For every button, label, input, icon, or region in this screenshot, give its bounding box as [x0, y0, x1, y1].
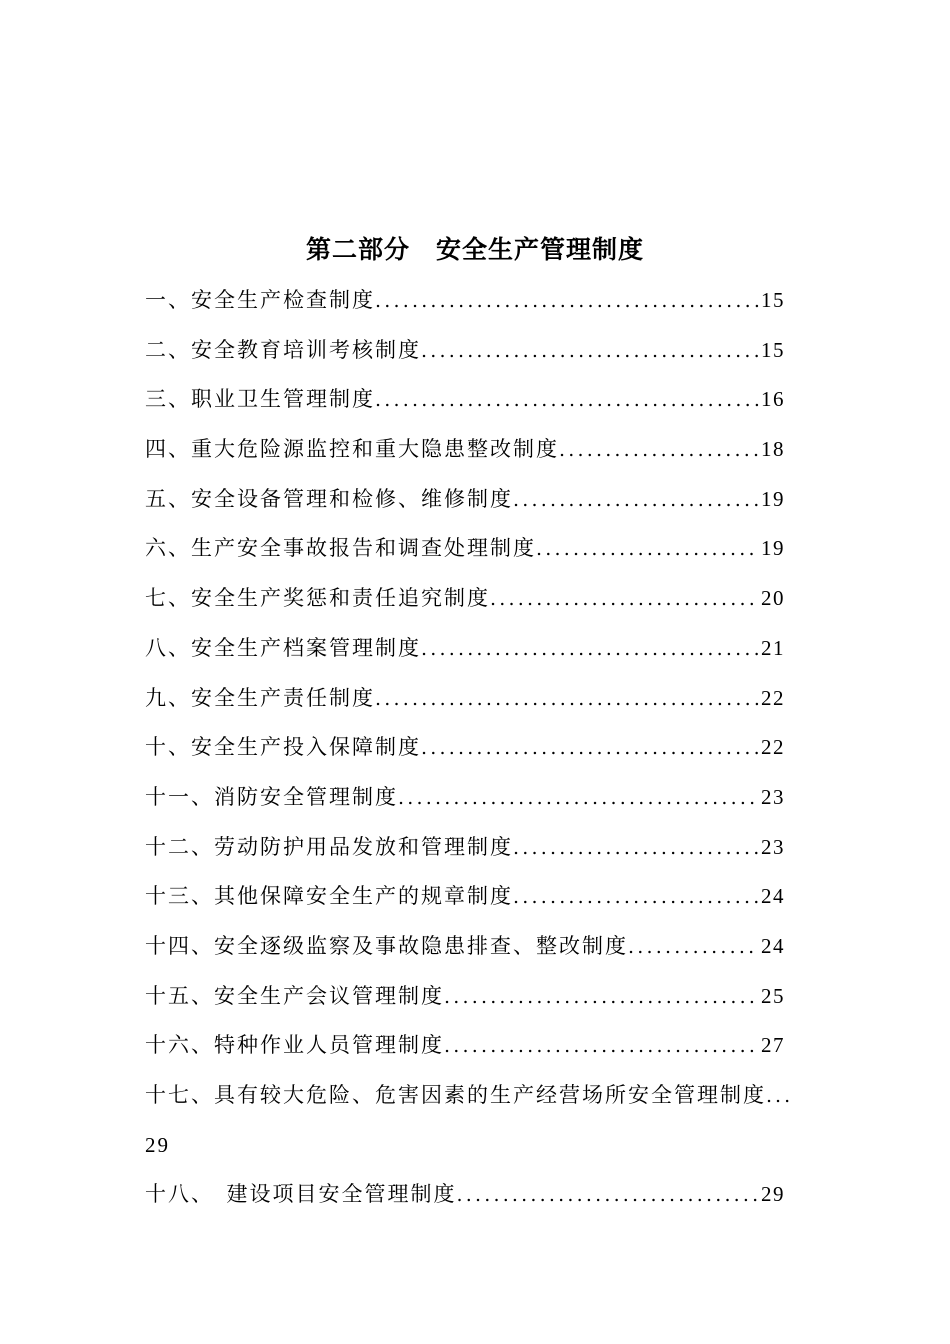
toc-entry-label: 九、安全生产责任制度	[145, 685, 375, 710]
toc-dot-leader	[444, 979, 759, 1015]
toc-dot-leader	[444, 1028, 759, 1064]
toc-dot-leader	[375, 681, 759, 717]
toc-entry[interactable]	[145, 630, 785, 680]
toc-entry-label: 七、安全生产奖惩和责任追究制度	[145, 586, 490, 611]
toc-entry-label: 十五、安全生产会议管理制度	[145, 983, 444, 1008]
toc-entry-page: 15	[761, 337, 785, 362]
toc-entry[interactable]	[145, 580, 785, 630]
toc-entry-page: 29	[761, 1182, 785, 1207]
toc-dot-leader	[421, 730, 759, 766]
toc-dot-leader	[513, 482, 759, 518]
toc-dot-leader	[375, 382, 759, 418]
toc-entry-label: 十一、消防安全管理制度	[145, 784, 398, 809]
toc-entry[interactable]	[145, 1027, 785, 1077]
toc-entry-label: 十七、具有较大危险、危害因素的生产经营场所安全管理制度	[145, 1083, 766, 1107]
toc-dot-leader	[559, 432, 759, 468]
toc-entry-page: 19	[761, 486, 785, 511]
toc-dot-leader	[421, 333, 759, 369]
toc-dot-leader	[513, 879, 759, 915]
toc-entry-label: 十八、 建设项目安全管理制度	[145, 1182, 457, 1207]
toc-entry-page: 25	[761, 983, 785, 1008]
toc-entry-label: 十二、劳动防护用品发放和管理制度	[145, 834, 513, 859]
toc-entry-label: 八、安全生产档案管理制度	[145, 635, 421, 660]
toc-entry-label: 十、安全生产投入保障制度	[145, 735, 421, 760]
toc-entry-label: 十三、其他保障安全生产的规章制度	[145, 884, 513, 909]
toc-entry-page: 24	[761, 884, 785, 909]
toc-entry-page: 16	[761, 387, 785, 412]
table-of-contents	[145, 282, 794, 1226]
toc-entry[interactable]	[145, 381, 785, 431]
toc-entry-page: 20	[761, 586, 785, 611]
toc-dot-leader	[457, 1177, 760, 1213]
toc-dot-leader: ...	[766, 1085, 794, 1107]
toc-entry[interactable]	[145, 680, 785, 730]
toc-entry[interactable]	[145, 978, 785, 1028]
toc-dot-leader	[513, 830, 759, 866]
toc-dot-leader	[375, 283, 759, 319]
toc-entry-page: 19	[761, 536, 785, 561]
toc-entry[interactable]	[145, 431, 785, 481]
toc-entry[interactable]	[145, 878, 785, 928]
page-title: 第二部分 安全生产管理制度	[305, 235, 644, 264]
toc-entry-page: 22	[761, 735, 785, 760]
toc-entry-label: 一、安全生产检查制度	[145, 288, 375, 312]
toc-entry-label: 十四、安全逐级监察及事故隐患排查、整改制度	[145, 933, 628, 958]
toc-entry-label: 六、生产安全事故报告和调查处理制度	[145, 536, 536, 561]
toc-entry-page: 24	[761, 933, 785, 958]
toc-entry-label: 四、重大危险源监控和重大隐患整改制度	[145, 437, 559, 462]
toc-entry[interactable]	[145, 779, 785, 829]
toc-dot-leader	[536, 531, 759, 567]
toc-entry-page: 23	[761, 834, 785, 859]
toc-entry[interactable]	[145, 332, 785, 382]
toc-entry-wrapped[interactable]	[145, 1077, 794, 1176]
toc-entry[interactable]	[145, 1176, 785, 1226]
toc-entry[interactable]	[145, 729, 785, 779]
toc-entry-page: 15	[761, 288, 785, 312]
toc-dot-leader	[628, 929, 759, 965]
toc-entry[interactable]	[145, 829, 785, 879]
toc-dot-leader	[421, 631, 759, 667]
toc-entry-page: 22	[761, 685, 785, 710]
toc-entry[interactable]	[145, 530, 785, 580]
toc-entry-label: 五、安全设备管理和检修、维修制度	[145, 486, 513, 511]
toc-entry[interactable]	[145, 481, 785, 531]
toc-dot-leader	[398, 780, 759, 816]
toc-entry-first-line	[145, 1077, 794, 1127]
toc-entry-page: 21	[761, 635, 785, 660]
toc-entry-page: 18	[761, 437, 785, 462]
toc-entry[interactable]	[145, 282, 785, 332]
toc-dot-leader	[490, 581, 759, 617]
toc-entry-page: 27	[761, 1033, 785, 1058]
toc-entry-label: 三、职业卫生管理制度	[145, 387, 375, 412]
toc-entry-page: 29	[145, 1132, 170, 1157]
toc-entry-label: 十六、特种作业人员管理制度	[145, 1033, 444, 1058]
toc-entry-label: 二、安全教育培训考核制度	[145, 337, 421, 362]
toc-entry[interactable]	[145, 928, 785, 978]
toc-entry-page: 23	[761, 784, 785, 809]
